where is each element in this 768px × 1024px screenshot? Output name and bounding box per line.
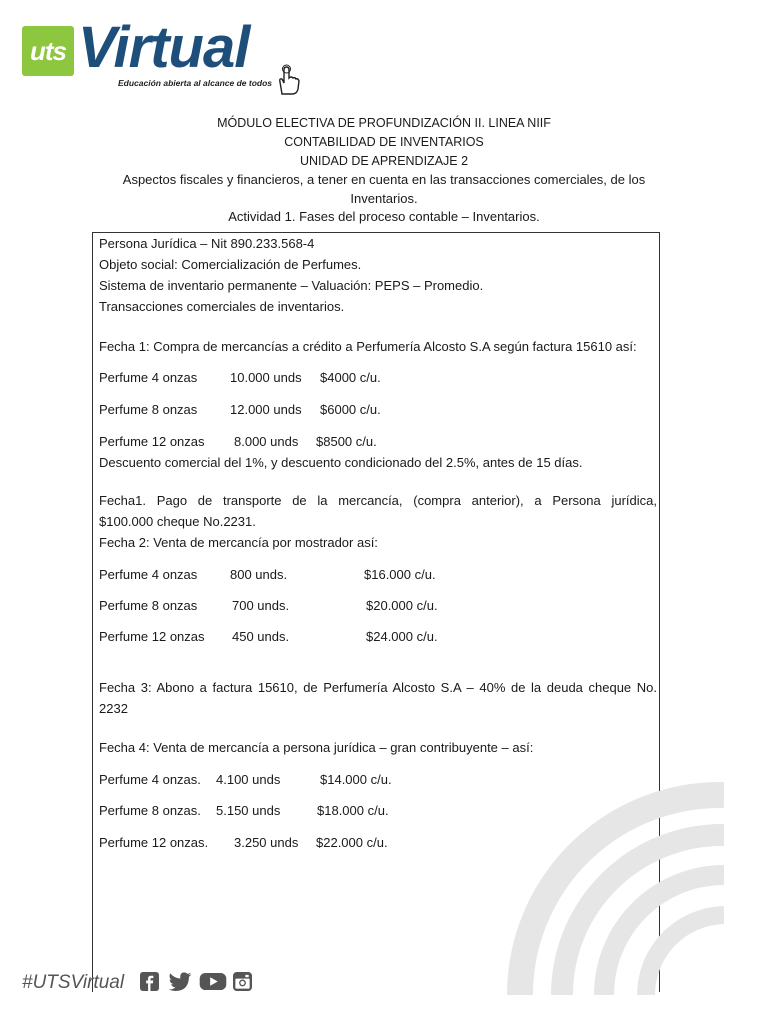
unit-subtitle: Aspectos fiscales y financieros, a tener en cuenta en las transacciones comerciales, de los Inventarios. xyxy=(122,172,646,206)
transport-payment-cont: $100.000 cheque No.2231. xyxy=(99,514,256,529)
fecha2-heading: Fecha 2: Venta de mercancía por mostrador así: xyxy=(99,535,378,550)
module-title: MÓDULO ELECTIVA DE PROFUNDIZACIÓN II. LINEA NIIF xyxy=(217,116,551,130)
product-qty: 700 unds. xyxy=(232,598,290,613)
decorative-arcs xyxy=(500,770,724,995)
product-qty: 10.000 unds xyxy=(230,370,302,385)
twitter-icon[interactable] xyxy=(167,972,193,991)
product-price: $16.000 c/u. xyxy=(364,567,436,582)
logo-badge: uts xyxy=(22,26,74,76)
course-title: CONTABILIDAD DE INVENTARIOS xyxy=(284,135,484,149)
product-name: Perfume 8 onzas xyxy=(99,402,198,417)
product-name: Perfume 8 onzas xyxy=(99,598,198,613)
fecha4-heading: Fecha 4: Venta de mercancía a persona jurídica – gran contribuyente – así: xyxy=(99,740,534,755)
logo-tagline: Educación abierta al alcance de todos xyxy=(118,78,272,88)
product-qty: 3.250 unds xyxy=(234,835,299,850)
transport-payment: Fecha1. Pago de transporte de la mercancía, (compra anterior), a Persona jurídica, xyxy=(99,493,657,508)
footer-hashtag: #UTSVirtual xyxy=(22,972,125,993)
fecha3-cont: 2232 xyxy=(99,701,128,716)
fecha3-heading: Fecha 3: Abono a factura 15610, de Perfumería Alcosto S.A – 40% de la deuda cheque No. xyxy=(99,680,657,695)
product-qty: 12.000 unds xyxy=(230,402,302,417)
product-name: Perfume 4 onzas. xyxy=(99,772,201,787)
product-name: Perfume 8 onzas. xyxy=(99,803,201,818)
pointer-hand-icon xyxy=(274,64,302,96)
activity-title: Actividad 1. Fases del proceso contable – Inventarios. xyxy=(228,209,540,224)
product-name: Perfume 4 onzas xyxy=(99,370,198,385)
inventory-system: Sistema de inventario permanente – Valuación: PEPS – Promedio. xyxy=(99,278,484,293)
uts-virtual-logo xyxy=(22,15,312,96)
product-price: $4000 c/u. xyxy=(320,370,381,385)
transactions-heading: Transacciones comerciales de inventarios. xyxy=(99,299,345,314)
product-name: Perfume 12 onzas xyxy=(99,434,205,449)
product-qty: 4.100 unds xyxy=(216,772,281,787)
product-qty: 8.000 unds xyxy=(234,434,299,449)
product-name: Perfume 4 onzas xyxy=(99,567,198,582)
product-price: $18.000 c/u. xyxy=(317,803,389,818)
product-price: $22.000 c/u. xyxy=(316,835,388,850)
unit-title: UNIDAD DE APRENDIZAJE 2 xyxy=(299,154,469,168)
product-qty: 450 unds. xyxy=(232,629,290,644)
product-price: $6000 c/u. xyxy=(320,402,381,417)
product-price: $20.000 c/u. xyxy=(366,598,438,613)
product-qty: 800 unds. xyxy=(230,567,288,582)
company-purpose: Objeto social: Comercialización de Perfumes. xyxy=(99,257,362,272)
youtube-icon[interactable] xyxy=(199,972,227,991)
instagram-icon[interactable] xyxy=(233,972,252,991)
product-price: $8500 c/u. xyxy=(316,434,377,449)
facebook-icon[interactable] xyxy=(140,972,159,991)
product-name: Perfume 12 onzas xyxy=(99,629,205,644)
fecha1-heading: Fecha 1: Compra de mercancías a crédito a Perfumería Alcosto S.A según factura 15610 así: xyxy=(99,339,637,354)
product-qty: 5.150 unds xyxy=(216,803,281,818)
product-price: $24.000 c/u. xyxy=(366,629,438,644)
product-price: $14.000 c/u. xyxy=(320,772,392,787)
logo-wordmark: Virtual xyxy=(78,15,250,80)
product-name: Perfume 12 onzas. xyxy=(99,835,209,850)
discount-note: Descuento comercial del 1%, y descuento condicionado del 2.5%, antes de 15 días. xyxy=(99,455,583,470)
document-header xyxy=(0,114,768,227)
company-id: Persona Jurídica – Nit 890.233.568-4 xyxy=(99,236,315,251)
